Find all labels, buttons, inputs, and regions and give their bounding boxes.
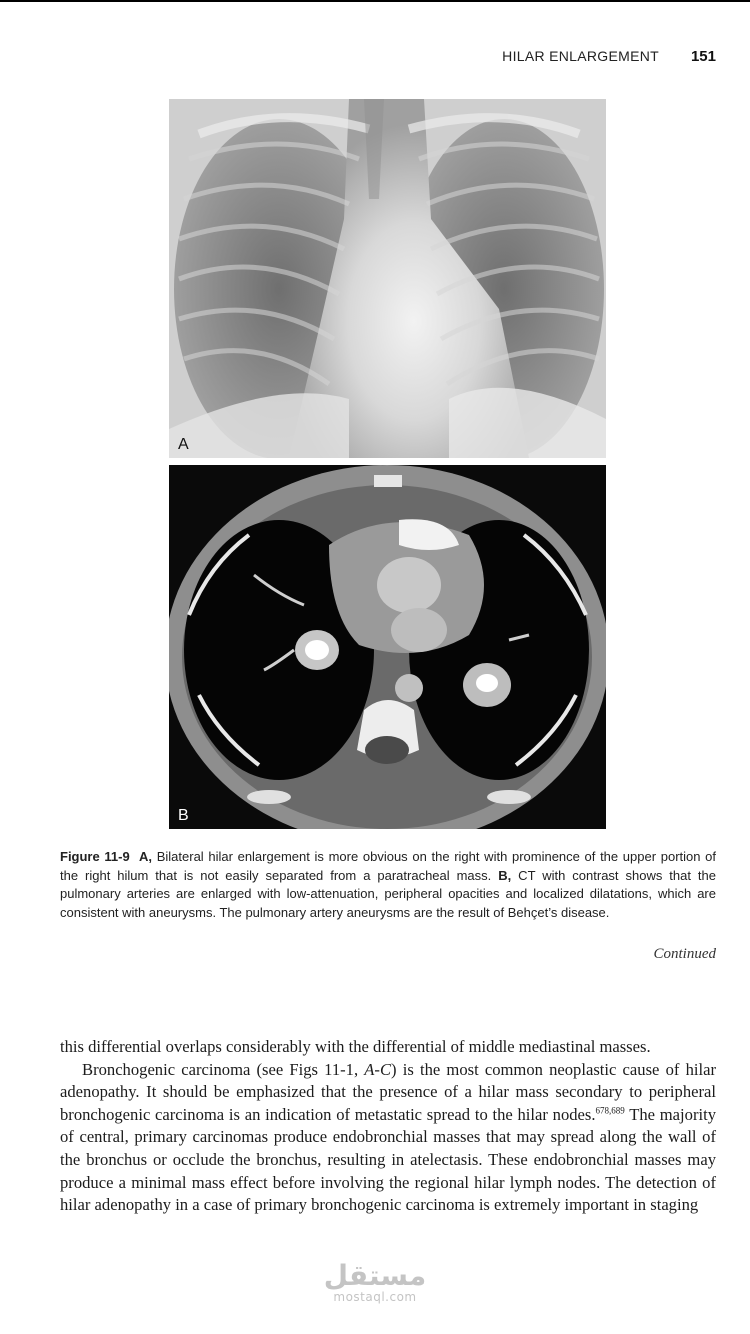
ct-scan-image xyxy=(169,465,606,829)
panel-b-label: B xyxy=(178,807,189,824)
caption-b-label: B, xyxy=(498,867,512,883)
watermark xyxy=(300,1259,450,1304)
caption-a-text: Bilateral hilar enlargement is more obvious on the right with prominence of the upper portion of the right hilum that is not easily separated from a paratracheal mass. xyxy=(60,849,716,883)
running-header xyxy=(502,48,716,65)
chest-xray-image xyxy=(169,99,606,458)
paragraph-2 xyxy=(60,1059,716,1217)
paragraph-2-part-2: ) is the most common neoplastic cause of hilar adenopathy. It should be emphasized that the presence of a hilar mass secondary to peripheral bronchogenic carcinoma is an indication of metastatic spread to the hilar nodes. xyxy=(60,1059,716,1124)
panel-a-label: A xyxy=(178,436,189,453)
section-title: HILAR ENLARGEMENT xyxy=(502,48,659,64)
page-number: 151 xyxy=(690,48,716,65)
caption-b-text: CT with contrast shows that the pulmonary arteries are enlarged with low-attenuation, peripheral opacities and localized dilatations, which are consistent with aneurysms. The pulmonary artery aneurysms are the result of Behçet’s disease. xyxy=(60,867,717,920)
paragraph-2-part-1: Bronchogenic carcinoma (see Figs 11-1, xyxy=(82,1059,365,1079)
continued-note: Continued xyxy=(653,946,716,962)
watermark-arabic: مستقل xyxy=(323,1259,427,1292)
top-rule xyxy=(0,0,750,2)
caption-a-label: A, xyxy=(139,849,153,864)
paragraph-2-part-3: The majority of central, primary carcinomas produce endobronchial masses that may spread along the wall of the bronchus or occlude the bronchus, resulting in atelectasis. These endobronchial masses may produce a minimal mass effect before involving the regional hilar lymph nodes. The detection of hilar adenopathy in a case of primary bronchogenic carcinoma is extremely important in staging xyxy=(60,1104,716,1215)
watermark-latin: mostaql.com xyxy=(333,1290,417,1304)
figure-panel-b-ct xyxy=(169,465,606,829)
paragraph-1: this differential overlaps considerably with the differential of middle mediastinal masses. xyxy=(60,1037,651,1056)
body-text xyxy=(60,1036,716,1217)
figure-ref-italic: A-C xyxy=(364,1059,392,1079)
figure-number: Figure 11-9 xyxy=(60,849,130,864)
citation-superscript: 678,689 xyxy=(595,1105,625,1116)
figure-panel-a-radiograph xyxy=(169,99,606,458)
figure-caption xyxy=(60,848,716,922)
